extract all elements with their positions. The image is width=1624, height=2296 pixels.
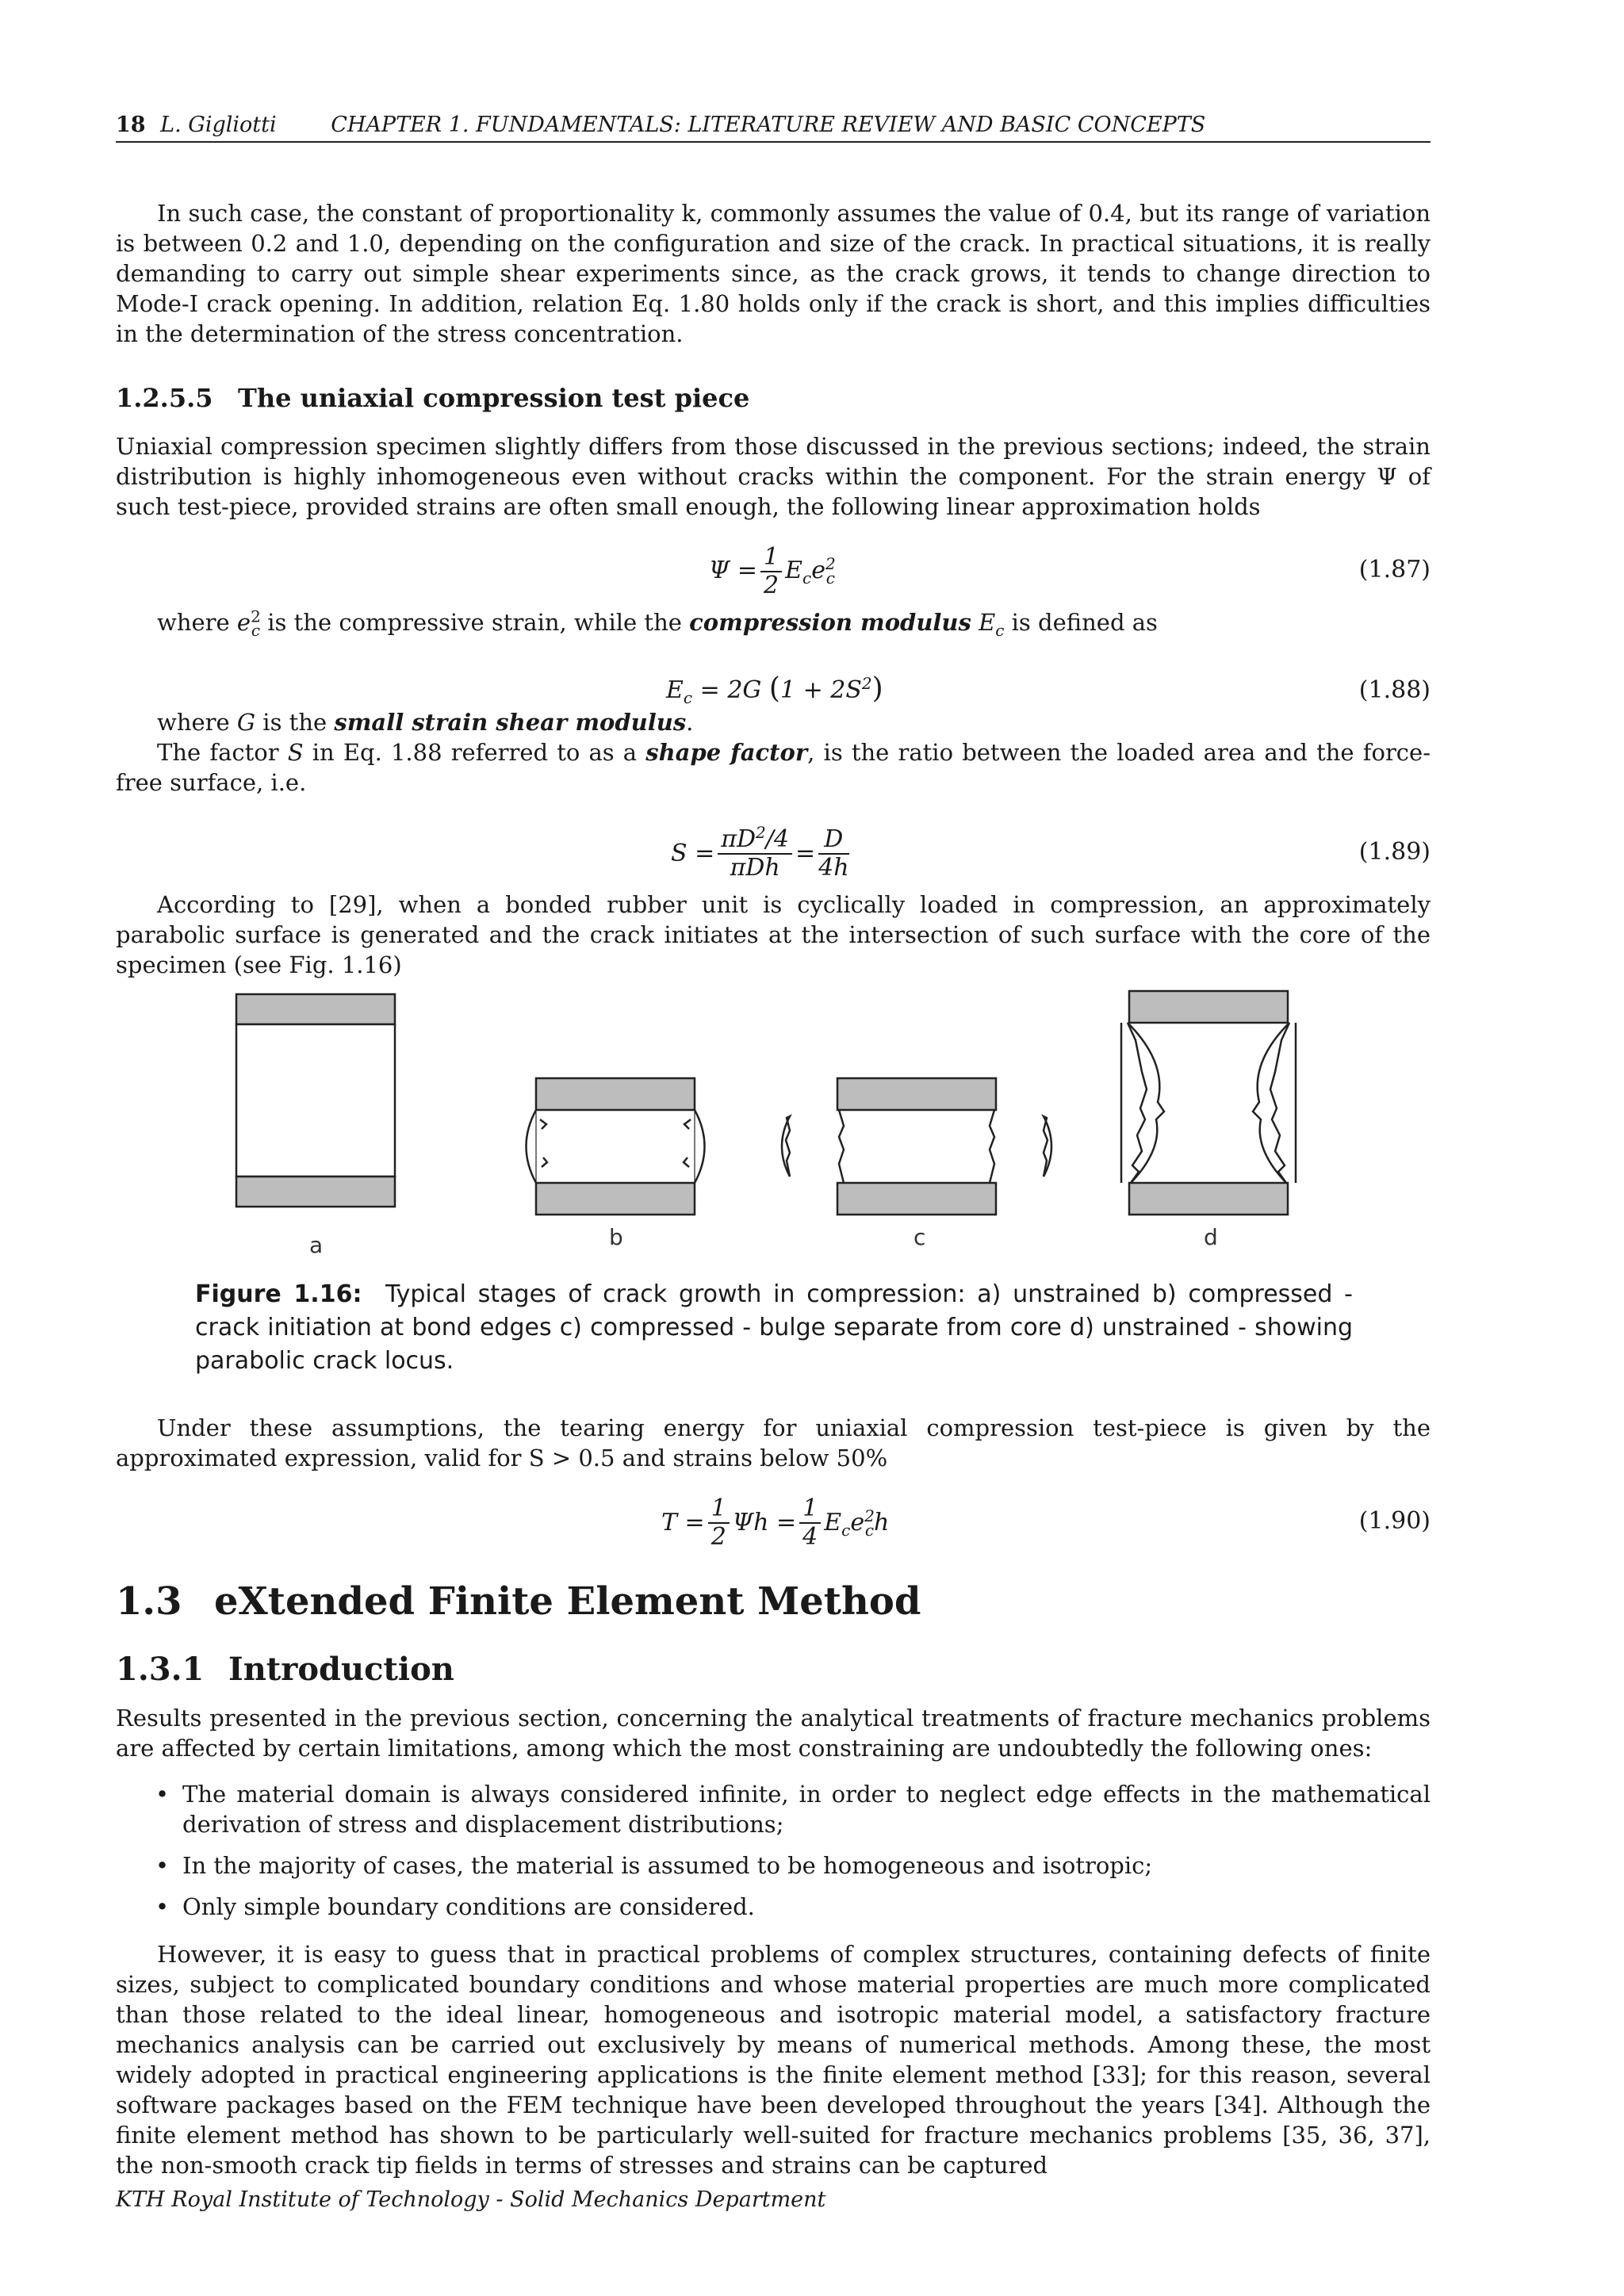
- paragraph-6: According to [29], when a bonded rubber unit is cyclically loaded in compression, an approximately parabolic surface is generated and the crack initiates at the intersection of such surface with the core of the specimen (see Fig. 1.16): [116, 891, 1431, 978]
- fig-c-right-bulge: [1044, 1116, 1051, 1177]
- fig-label-d: d: [1204, 1224, 1218, 1250]
- fig-d-top-plate: [1129, 991, 1288, 1023]
- paragraph-1: In such case, the constant of proportionality k, commonly assumes the value of 0.4, but its range of variation is between 0.2 and 1.0, depending on the configuration and size of the crack. In practical situations, it is really demanding to carry out simple shear experiments since, as the crack grows, it tends to change direction to Mode-I crack opening. In addition, relation Eq. 1.80 holds only if the crack is short, and this implies difficulties in the determination of the stress concentration.: [116, 200, 1431, 347]
- header-author: L. Gigliotti: [160, 113, 277, 137]
- fig-a-specimen: [236, 1024, 395, 1177]
- fig-a-top-plate: [236, 994, 395, 1024]
- equation-number: (1.87): [1358, 556, 1431, 584]
- fig-c-top-plate: [837, 1078, 996, 1110]
- fig-d-left-crack: [1128, 1023, 1164, 1183]
- equation-1-88: $E_c = 2G$ $(1 + 2S^2)$ (1.88): [666, 672, 1431, 707]
- fig-b-top-plate: [536, 1078, 695, 1110]
- section-heading-1-3-1: 1.3.1 Introduction: [116, 1651, 454, 1688]
- equation-1-87: Ψ = $\frac{1}{2}$ $E_ce^2_c$ (1.87): [709, 543, 1431, 599]
- list-item: • Only simple boundary conditions are considered.: [116, 1892, 1431, 1922]
- section-heading-1-3: 1.3 eXtended Finite Element Method: [116, 1579, 921, 1624]
- fig-b-right-bulge: [695, 1110, 705, 1183]
- fig-label-c: c: [914, 1224, 926, 1250]
- page-number: 18: [116, 113, 146, 137]
- equation-number: (1.90): [1358, 1507, 1431, 1535]
- equation-1-90: T = $\frac{1}{2}$ Ψh = $\frac{1}{4}$ $E_ce^2_ch$ (1.90): [661, 1494, 1431, 1551]
- list-item: • The material domain is always considered infinite, in order to neglect edge effects in the mathematical derivation of stress and displacement distributions;: [116, 1779, 1431, 1839]
- running-footer: KTH Royal Institute of Technology - Solid Mechanics Department: [116, 2187, 826, 2212]
- fig-c-left-core: [839, 1110, 844, 1183]
- equation-number: (1.88): [1358, 676, 1431, 704]
- fig-c-bottom-plate: [837, 1183, 996, 1215]
- paragraph-3: where $e^2_c$ is the compressive strain, while the compression modulus $E_c$ is defined as: [157, 607, 1158, 640]
- paragraph-4: where G is the small strain shear modulus.: [157, 709, 694, 736]
- equation-1-89: S = $\frac{\pi D^2/4}{\text{πDh}}$ = $\frac{D}{4h}$ (1.89): [671, 823, 1431, 882]
- fig-b-bottom-plate: [536, 1183, 695, 1215]
- paragraph-7: Under these assumptions, the tearing energy for uniaxial compression test-piece is given by the approximated expression, valid for S > 0.5 and strains below 50%: [116, 1414, 1431, 1471]
- paragraph-2: Uniaxial compression specimen slightly differs from those discussed in the previous sections; indeed, the strain distribution is highly inhomogeneous even without cracks within the component. For the strain energy Ψ of such test-piece, provided strains are often small enough, the following linear approximation holds: [116, 433, 1431, 520]
- figure-1-16: [116, 983, 1431, 1261]
- fig-b-left-bulge: [527, 1110, 537, 1183]
- fig-c-left-bulge: [782, 1116, 790, 1177]
- running-header: [116, 111, 1431, 143]
- section-heading-1-2-5-5: 1.2.5.5 The uniaxial compression test piece: [116, 383, 750, 413]
- fig-d-right-crack: [1253, 1023, 1289, 1183]
- list-item: • In the majority of cases, the material is assumed to be homogeneous and isotropic;: [116, 1850, 1431, 1881]
- paragraph-9: However, it is easy to guess that in practical problems of complex structures, containing defects of finite sizes, subject to complicated boundary conditions and whose material properties are much more complicated than those related to the ideal linear, homogeneous and isotropic material model, a satisfactory fracture mechanics analysis can be carried out exclusively by means of numerical methods. Among these, the most widely adopted in practical engineering applications is the finite element method [33]; for this reason, several software packages based on the FEM technique have been developed throughout the years [34]. Although the finite element method has shown to be particularly well-suited for fracture mechanics problems [35, 36, 37], the non-smooth crack tip fields in terms of stresses and strains can be captured: [116, 1941, 1431, 2179]
- fig-d-bottom-plate: [1129, 1183, 1288, 1215]
- header-chapter: CHAPTER 1. FUNDAMENTALS: LITERATURE REVIEW AND BASIC CONCEPTS: [331, 113, 1206, 137]
- fig-label-a: a: [309, 1232, 324, 1258]
- equation-number: (1.89): [1358, 838, 1431, 866]
- figure-caption: Figure 1.16: Typical stages of crack growth in compression: a) unstrained b) compressed - crack initiation at bond edges c) compressed - bulge separate from core d) unstrained - showing parabolic crack locus.: [195, 1280, 1354, 1375]
- bullet-list: [116, 1779, 1431, 1933]
- fig-a-bottom-plate: [236, 1177, 395, 1207]
- paragraph-5: The factor S in Eq. 1.88 referred to as a shape factor, is the ratio between the loaded area and the force-free surface, i.e.: [116, 739, 1431, 796]
- fig-c-right-core: [990, 1110, 994, 1183]
- paragraph-8: Results presented in the previous section, concerning the analytical treatments of fracture mechanics problems are affected by certain limitations, among which the most constraining are undoubtedly the following ones:: [116, 1705, 1431, 1762]
- fig-label-b: b: [609, 1224, 623, 1250]
